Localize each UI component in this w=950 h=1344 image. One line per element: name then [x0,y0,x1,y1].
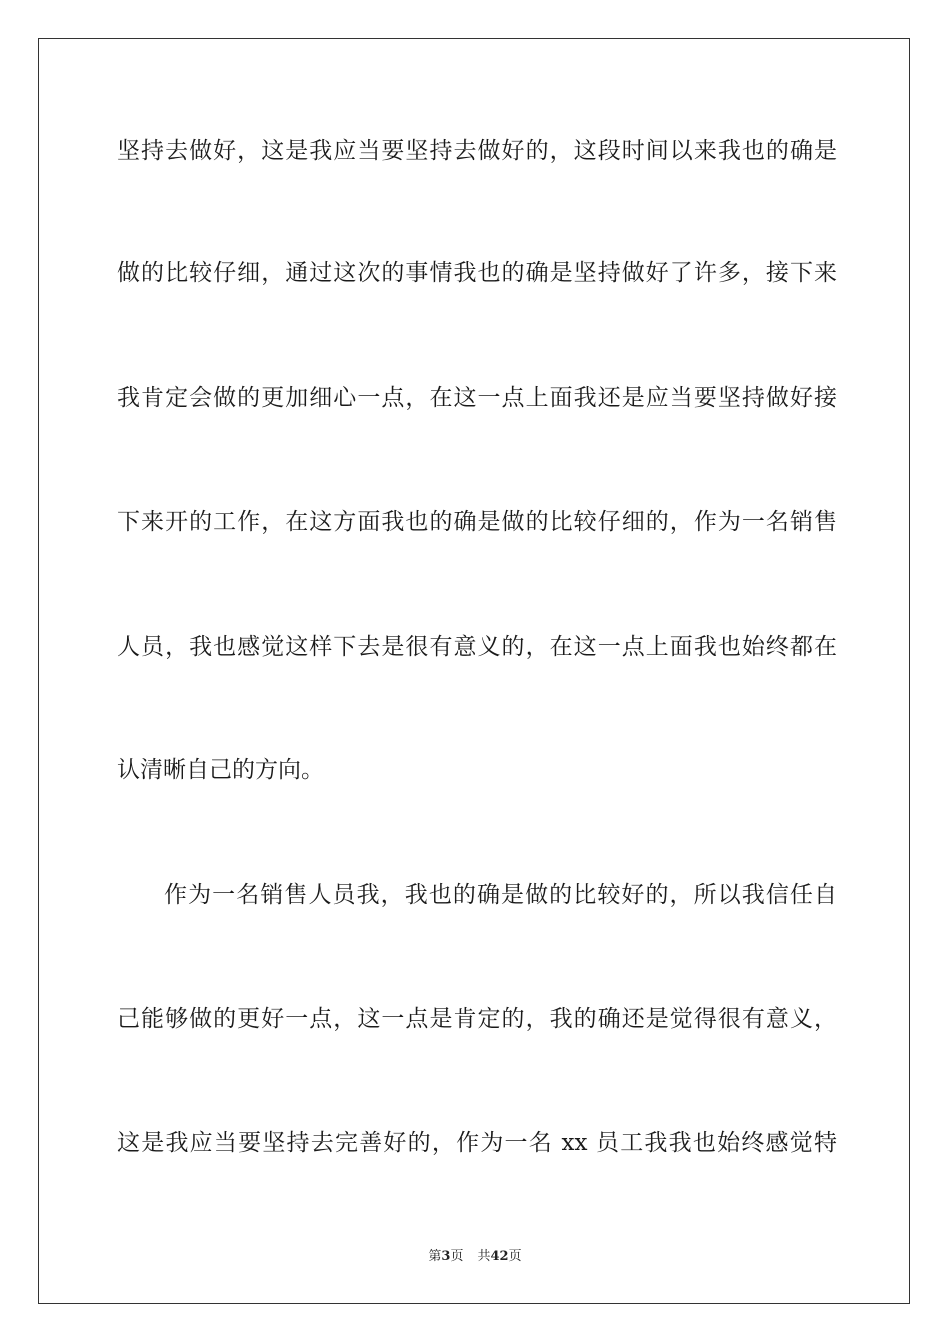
text-line: 己能够做的更好一点，这一点是肯定的，我的确还是觉得很有意义， [117,1006,837,1032]
text-line: 认清晰自己的方向。 [117,757,324,783]
text-line: 坚持去做好，这是我应当要坚持去做好的，这段时间以来我也的确是 [117,138,837,164]
page-number: 3 [441,1249,451,1264]
paragraph-first-line: 作为一名销售人员我，我也的确是做的比较好的，所以我信任自 [164,882,837,908]
text-line: 做的比较仔细，通过这次的事情我也的确是坚持做好了许多，接下来 [117,260,837,286]
text-line: 下来开的工作，在这方面我也的确是做的比较仔细的，作为一名销售 [117,509,837,535]
total-prefix: 共 [477,1249,491,1264]
page-frame [38,38,910,1304]
page-footer [0,1248,950,1266]
text-line: 这是我应当要坚持去完善好的，作为一名 xx 员工我我也始终感觉特 [117,1130,837,1156]
text-line: 我肯定会做的更加细心一点，在这一点上面我还是应当要坚持做好接 [117,385,837,411]
total-pages: 42 [490,1249,509,1264]
page-suffix: 页 [450,1249,464,1264]
total-suffix: 页 [508,1249,522,1264]
page-prefix: 第 [428,1249,442,1264]
text-line: 人员，我也感觉这样下去是很有意义的，在这一点上面我也始终都在 [117,634,837,660]
